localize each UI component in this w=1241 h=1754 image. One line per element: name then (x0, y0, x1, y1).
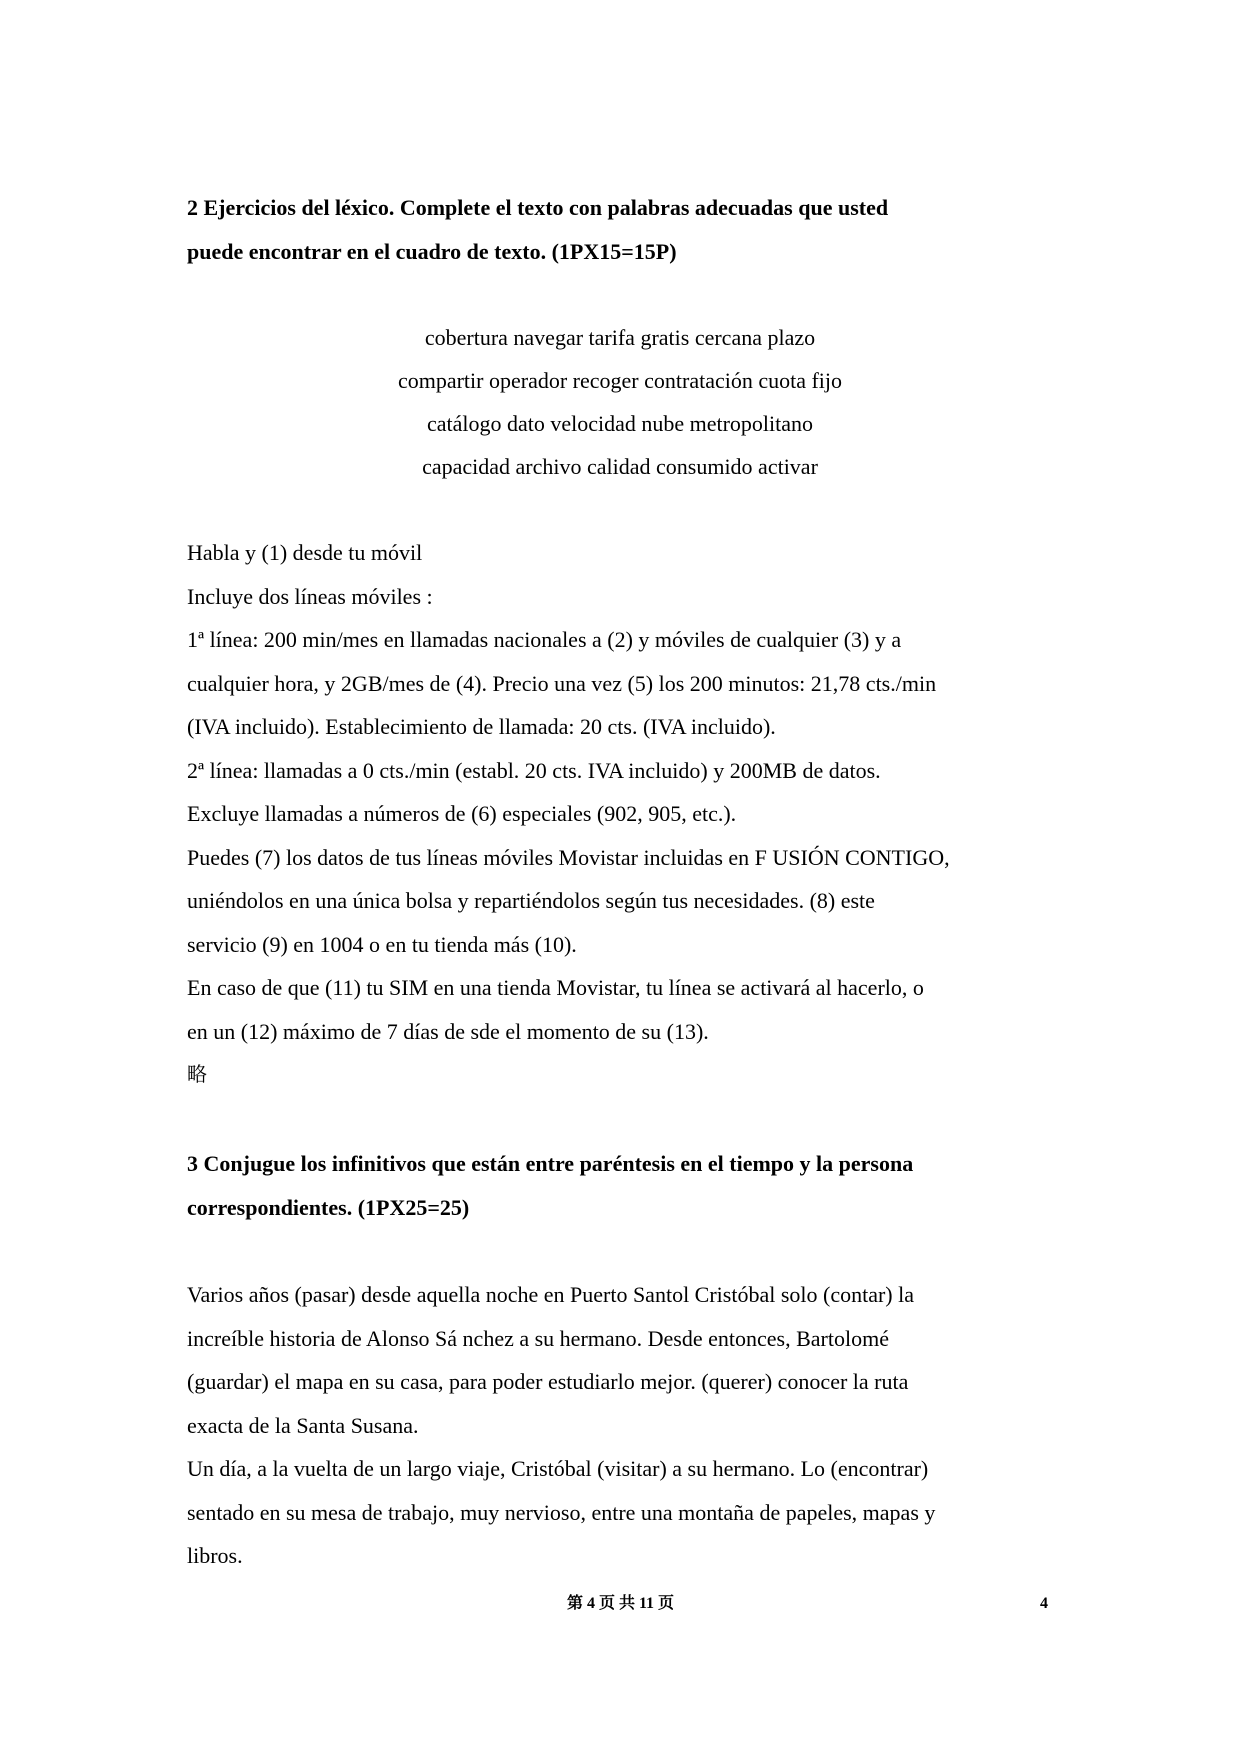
text-line: sentado en su mesa de trabajo, muy nervioso, entre una montaña de papeles, mapas y (187, 1499, 936, 1525)
section-3-heading (187, 1142, 1067, 1230)
word-bank-line: capacidad archivo calidad consumido activar (422, 454, 818, 479)
word-bank-line: cobertura navegar tarifa gratis cercana plazo (424, 325, 816, 350)
text-line: libros. (187, 1543, 243, 1568)
section-2-heading-line: 2 Ejercicios del léxico. Complete el texto con palabras adecuadas que usted (187, 195, 889, 220)
text-line: Excluye llamadas a números de (6) especiales (902, 905, etc.). (187, 801, 737, 826)
text-line: uniéndolos en una única bolsa y repartiéndolos según tus necesidades. (8) este (187, 888, 875, 913)
word-bank-line: compartir operador recoger contratación cuota fijo (397, 368, 843, 393)
section-3-heading-line: correspondientes. (1PX25=25) (187, 1195, 470, 1220)
text-line: cualquier hora, y 2GB/mes de (4). Precio una vez (5) los 200 minutos: 21,78 cts./min (187, 670, 937, 696)
section-2-heading (187, 186, 1067, 274)
text-line: Habla y (1) desde tu móvil (187, 540, 423, 565)
section-2-text (187, 531, 1067, 1097)
word-bank (187, 316, 1053, 488)
section-2-heading-line: puede encontrar en el cuadro de texto. (1PX15=15P) (187, 239, 677, 264)
page-number: 4 (1040, 1595, 1048, 1612)
word-bank-line: catálogo dato velocidad nube metropolitano (426, 411, 814, 436)
text-line: Puedes (7) los datos de tus líneas móviles Movistar incluidas en F USIÓN CONTIGO, (187, 844, 950, 870)
text-line: Un día, a la vuelta de un largo viaje, Cristóbal (visitar) a su hermano. Lo (encontrar) (187, 1456, 929, 1481)
text-line: En caso de que (11) tu SIM en una tienda Movistar, tu línea se activará al hacerlo, o (187, 975, 924, 1000)
text-line: 1ª línea: 200 min/mes en llamadas nacionales a (2) y móviles de cualquier (3) y a (187, 627, 902, 652)
text-line: exacta de la Santa Susana. (187, 1412, 419, 1438)
text-line: Incluye dos líneas móviles : (187, 583, 433, 609)
section-3-text (187, 1273, 1067, 1578)
text-line: (guardar) el mapa en su casa, para poder estudiarlo mejor. (querer) conocer la ruta (187, 1369, 909, 1394)
omitted-mark: 略 (187, 1062, 207, 1086)
page-footer: 第 4 页 共 11 页 (566, 1595, 675, 1612)
text-line: servicio (9) en 1004 o en tu tienda más (10). (187, 931, 577, 957)
text-line: Varios años (pasar) desde aquella noche en Puerto Santol Cristóbal solo (contar) la (187, 1282, 915, 1307)
section-3-heading-line: 3 Conjugue los infinitivos que están entre paréntesis en el tiempo y la persona (187, 1151, 914, 1176)
text-line: (IVA incluido). Establecimiento de llamada: 20 cts. (IVA incluido). (187, 714, 776, 739)
text-line: increíble historia de Alonso Sá nchez a su hermano. Desde entonces, Bartolomé (187, 1325, 889, 1351)
text-line: 2ª línea: llamadas a 0 cts./min (establ. 20 cts. IVA incluido) y 200MB de datos. (187, 757, 881, 783)
text-line: en un (12) máximo de 7 días de sde el momento de su (13). (187, 1018, 709, 1044)
